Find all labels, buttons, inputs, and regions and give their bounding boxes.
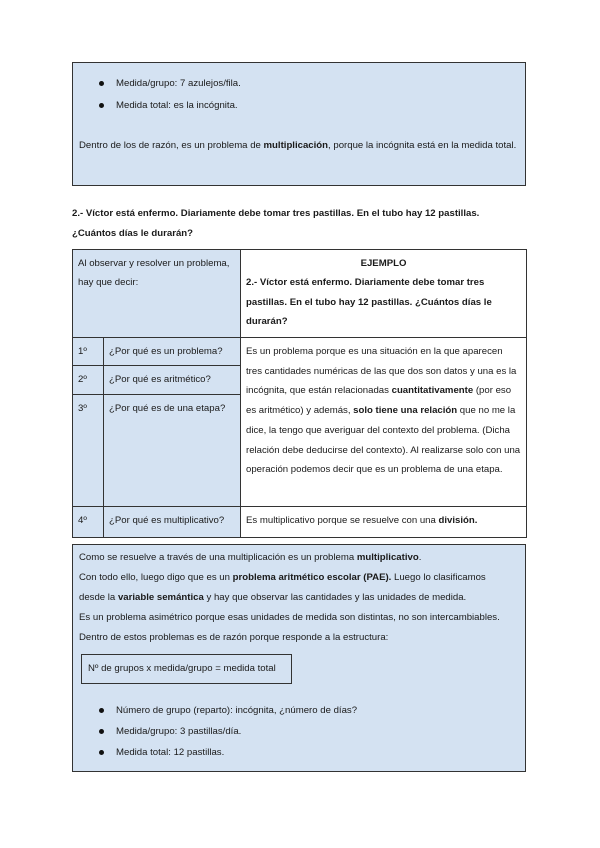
table-row — [73, 506, 527, 537]
bullet-item — [99, 726, 241, 737]
conclusion-line — [79, 568, 486, 588]
line-text: desde la — [79, 592, 118, 603]
intro-cell: Al observar y resolver un problema, hay que decir: — [73, 250, 241, 338]
bullet-item — [99, 100, 238, 111]
paragraph-text: Dentro de los de razón, es un problema de — [79, 140, 264, 151]
row-question: ¿Por qué es un problema? — [104, 338, 241, 366]
bullet-dot-icon — [99, 81, 104, 86]
conclusion-line: Es un problema asimétrico porque esas unidades de medida son distintas, no son intercambiables. — [79, 612, 500, 623]
conclusion-line: Dentro de estos problemas es de razón porque responde a la estructura: — [79, 632, 389, 643]
line-text: Como se resuelve a través de una multiplicación es un problema — [79, 552, 357, 563]
answer-text: Es un problema porque es una situación en la que aparecen tres cantidades numéricas de las que dos son datos y una es la incógnita, que están relacionadas — [246, 346, 517, 397]
answer-bold: cuantitativamente — [391, 385, 474, 397]
bullet-text: Medida/grupo: 7 azulejos/fila. — [116, 78, 241, 89]
answer-text: Es multiplicativo porque se resuelve con una — [246, 514, 439, 526]
bullet-item — [99, 747, 224, 758]
bullet-text: Medida total: 12 pastillas. — [116, 747, 225, 758]
line-text: Con todo ello, luego digo que es un — [79, 572, 233, 583]
bullet-dot-icon — [99, 103, 104, 108]
row-question: ¿Por qué es multiplicativo? — [104, 506, 241, 537]
line-bold: multiplicativo — [356, 552, 419, 563]
answer-bold: solo tiene una relación — [353, 405, 458, 417]
table-header-row — [73, 250, 527, 338]
line-bold: problema aritmético escolar (PAE). — [232, 572, 392, 583]
conclusion-paragraph — [79, 136, 517, 156]
example-cell — [241, 250, 527, 338]
line-bold: variable semántica — [117, 592, 204, 603]
example-title: EJEMPLO — [360, 258, 407, 269]
row-number: 3º — [73, 394, 104, 506]
problem-heading-line2: ¿Cuántos días le durarán? — [72, 228, 194, 239]
bullet-dot-icon — [99, 750, 104, 755]
answer4-cell — [241, 506, 527, 537]
row-number: 2º — [73, 366, 104, 394]
bullet-item — [99, 705, 357, 716]
line-text: Luego lo clasificamos — [391, 572, 486, 583]
example-text: 2.- Víctor está enfermo. Diariamente debe tomar tres pastillas. En el tubo hay 12 pastillas. ¿Cuántos días le durarán? — [246, 277, 492, 328]
row-number: 1º — [73, 338, 104, 366]
bullet-text: Medida total: es la incógnita. — [116, 100, 238, 111]
row-question: ¿Por qué es de una etapa? — [104, 394, 241, 506]
structure-formula-box: Nº de grupos x medida/grupo = medida total — [81, 654, 292, 684]
bullet-text: Medida/grupo: 3 pastillas/día. — [116, 726, 242, 737]
table-row — [73, 338, 527, 366]
paragraph-bold: multiplicación — [263, 140, 329, 151]
answer-cell — [241, 338, 527, 507]
answer-text: (por eso es aritmético) y además, — [246, 385, 512, 417]
conclusion-box — [72, 544, 526, 772]
row-question: ¿Por qué es aritmético? — [104, 366, 241, 394]
answer-bold: división. — [438, 514, 478, 526]
top-info-box — [72, 62, 526, 186]
row-number: 4º — [73, 506, 104, 537]
analysis-table — [72, 249, 527, 538]
paragraph-text: , porque la incógnita está en la medida total. — [328, 140, 517, 151]
problem-heading-line1: 2.- Víctor está enfermo. Diariamente debe tomar tres pastillas. En el tubo hay 12 pastillas. — [72, 208, 480, 219]
bullet-dot-icon — [99, 708, 104, 713]
line-text: y hay que observar las cantidades y las unidades de medida. — [203, 592, 467, 603]
bullet-dot-icon — [99, 729, 104, 734]
bullet-item — [99, 78, 241, 89]
conclusion-line — [79, 588, 466, 608]
answer-text: que no me la dice, la tengo que averiguar del contexto del problema. (Dicha relación debe deducirse del contexto). Al realizarse solo con una operación podemos decir que es un problema de una etapa. — [246, 405, 521, 476]
conclusion-line — [79, 548, 421, 568]
line-text: . — [418, 552, 422, 563]
bullet-text: Número de grupo (reparto): incógnita, ¿número de días? — [116, 705, 358, 716]
